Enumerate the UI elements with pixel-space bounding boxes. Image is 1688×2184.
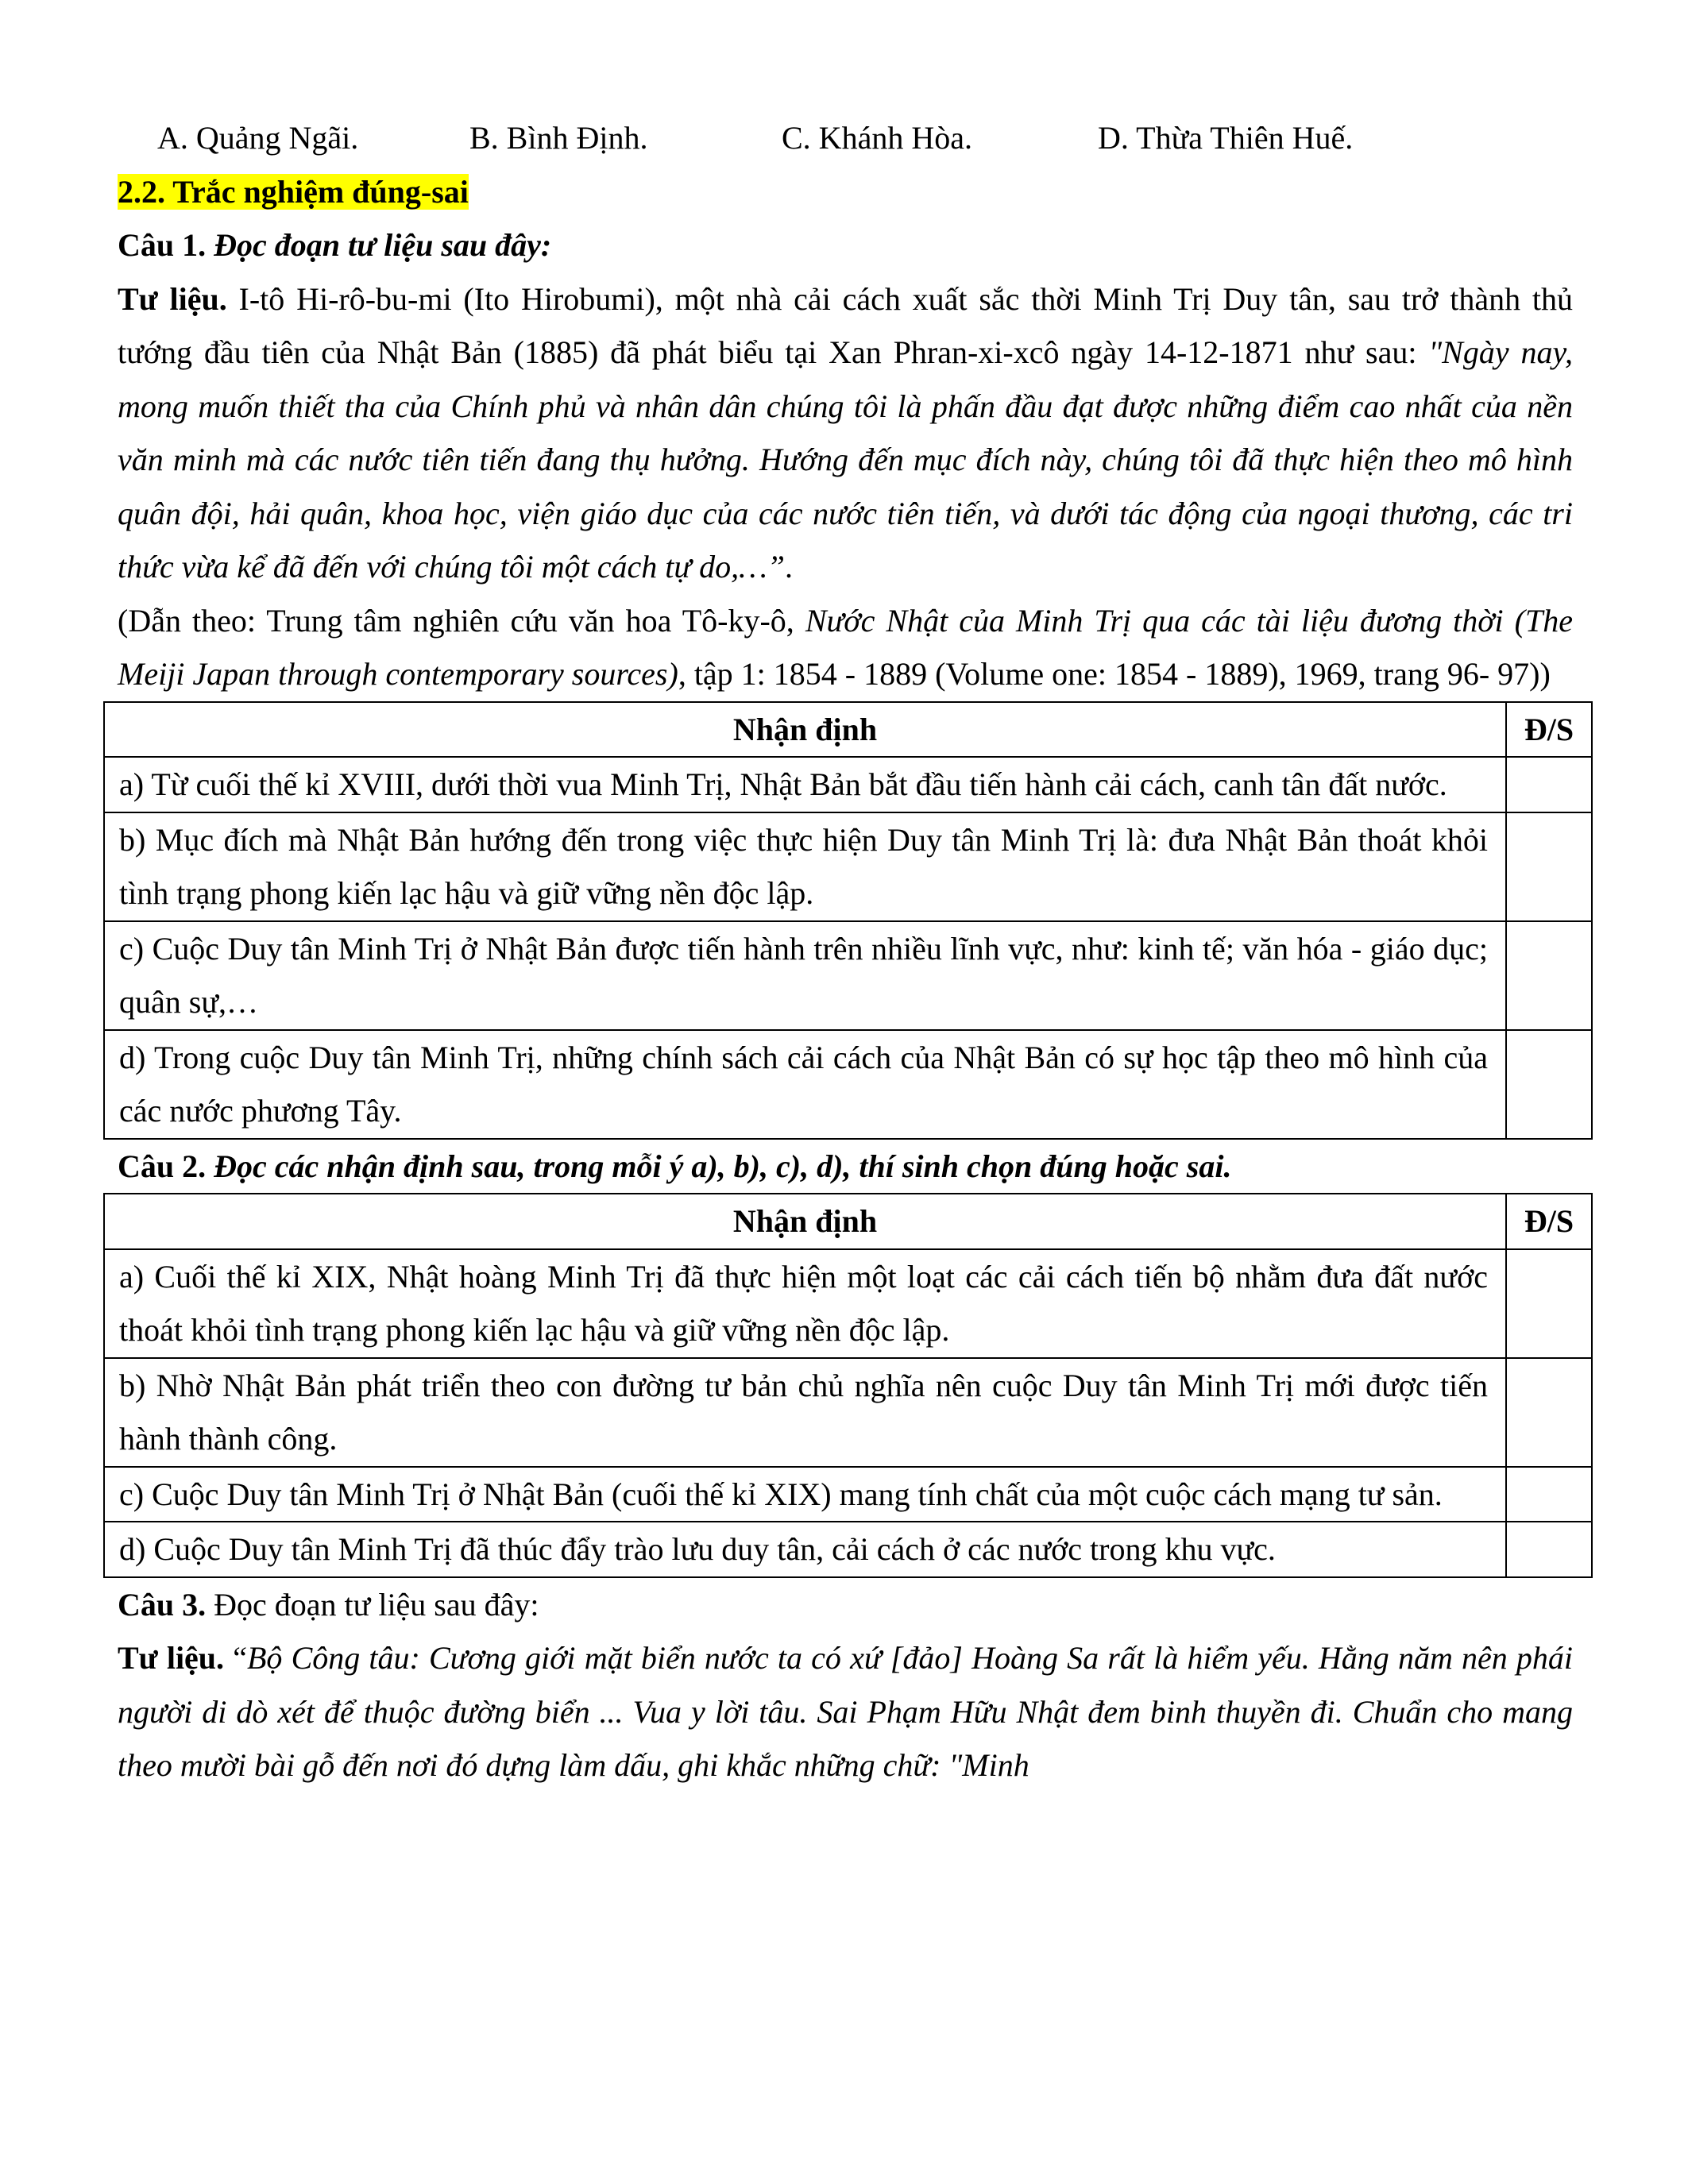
q1-source-label: Tư liệu. bbox=[118, 280, 227, 317]
q2-statement-c: c) Cuộc Duy tân Minh Trị ở Nhật Bản (cuối thế kỉ XIX) mang tính chất của một cuộc cách mạng tư sản. bbox=[104, 1467, 1506, 1522]
answer-options bbox=[157, 111, 1573, 165]
table-row bbox=[104, 812, 1592, 921]
table-row bbox=[104, 921, 1592, 1030]
q1-heading bbox=[118, 218, 1573, 272]
section-heading bbox=[118, 165, 1573, 219]
q1-statement-b: b) Mục đích mà Nhật Bản hướng đến trong việc thực hiện Duy tân Minh Trị là: đưa Nhật Bản thoát khỏi tình trạng phong kiến lạc hậu và giữ vững nền độc lập. bbox=[104, 812, 1506, 921]
q1-statement-d: d) Trong cuộc Duy tân Minh Trị, những chính sách cải cách của Nhật Bản có sự học tập theo mô hình của các nước phương Tây. bbox=[104, 1030, 1506, 1139]
table-row bbox=[104, 1522, 1592, 1577]
q2-header-ds: Đ/S bbox=[1506, 1194, 1592, 1249]
q2-answer-cell-b[interactable] bbox=[1506, 1358, 1592, 1467]
option-c: C. Khánh Hòa. bbox=[782, 120, 972, 156]
table-row bbox=[104, 1249, 1592, 1358]
q1-answer-cell-d[interactable] bbox=[1506, 1030, 1592, 1139]
q1-label: Câu 1. bbox=[118, 227, 207, 263]
q2-heading bbox=[118, 1140, 1573, 1194]
q1-table bbox=[103, 701, 1593, 1140]
q2-label: Câu 2. bbox=[118, 1148, 207, 1184]
q2-answer-cell-c[interactable] bbox=[1506, 1467, 1592, 1522]
table-row bbox=[104, 1358, 1592, 1467]
q1-source-end: . bbox=[784, 549, 793, 585]
q3-source-quote: Bộ Công tâu: Cương giới mặt biển nước ta có xứ [đảo] Hoàng Sa rất là hiểm yếu. Hằng năm nên phái người di dò xét để thuộc đường biển ... Vua y lời tâu. Sai Phạm Hữu Nhật đem binh thuyền đi. Chuẩn cho mang theo mười bài gỗ đến nơi đó dựng làm dấu, ghi khắc những chữ: "Minh bbox=[118, 1640, 1573, 1783]
option-a: A. Quảng Ngãi. bbox=[157, 120, 359, 156]
option-b: B. Bình Định. bbox=[469, 120, 648, 156]
document-content bbox=[118, 111, 1573, 1792]
q1-source-quote: "Ngày nay, mong muốn thiết tha của Chính phủ và nhân dân chúng tôi là phấn đầu đạt được những điểm cao nhất của nền văn minh mà các nước tiên tiến đang thụ hưởng. Hướng đến mục đích này, chúng tôi đã thực hiện theo mô hình quân đội, hải quân, khoa học, viện giáo dục của các nước tiên tiến, và dưới tác động của ngoại thương, các tri thức vừa kể đã đến với chúng tôi một cách tự do,…” bbox=[118, 334, 1573, 585]
q3-source-open-quote: “ bbox=[233, 1640, 247, 1676]
q3-instruction: Đọc đoạn tư liệu sau đây: bbox=[214, 1586, 539, 1623]
q1-statement-c: c) Cuộc Duy tân Minh Trị ở Nhật Bản được tiến hành trên nhiều lĩnh vực, như: kinh tế; văn hóa - giáo dục; quân sự,… bbox=[104, 921, 1506, 1030]
q1-answer-cell-b[interactable] bbox=[1506, 812, 1592, 921]
q2-statement-b: b) Nhờ Nhật Bản phát triển theo con đường tư bản chủ nghĩa nên cuộc Duy tân Minh Trị mới được tiến hành thành công. bbox=[104, 1358, 1506, 1467]
q2-statement-a: a) Cuối thế kỉ XIX, Nhật hoàng Minh Trị đã thực hiện một loạt các cải cách tiến bộ nhằm đưa đất nước thoát khỏi tình trạng phong kiến lạc hậu và giữ vững nền độc lập. bbox=[104, 1249, 1506, 1358]
q3-source-label: Tư liệu. bbox=[118, 1640, 225, 1676]
section-title: 2.2. Trắc nghiệm đúng-sai bbox=[118, 173, 469, 210]
q2-table bbox=[103, 1193, 1593, 1578]
q1-source-intro: I-tô Hi-rô-bu-mi (Ito Hirobumi), một nhà cải cách xuất sắc thời Minh Trị Duy tân, sau trở thành thủ tướng đầu tiên của Nhật Bản (1885) đã phát biểu tại Xan Phran-xi-xcô ngày 14-12-1871 như sau: bbox=[118, 280, 1574, 370]
q1-citation-title: Nước Nhật của Minh Trị qua các tài liệu đương thời (The Meiji Japan through contemporary sources) bbox=[118, 602, 1573, 692]
q3-label: Câu 3. bbox=[118, 1586, 207, 1623]
q1-source bbox=[118, 272, 1573, 594]
table-row bbox=[104, 1467, 1592, 1522]
q1-instruction: Đọc đoạn tư liệu sau đây: bbox=[214, 227, 552, 263]
table-row bbox=[104, 757, 1592, 812]
q3-heading bbox=[118, 1578, 1573, 1632]
q1-table-header bbox=[104, 702, 1592, 758]
q1-answer-cell-a[interactable] bbox=[1506, 757, 1592, 812]
q2-table-header bbox=[104, 1194, 1592, 1249]
table-row bbox=[104, 1030, 1592, 1139]
q1-citation bbox=[118, 594, 1573, 701]
q2-statement-d: d) Cuộc Duy tân Minh Trị đã thúc đẩy trào lưu duy tân, cải cách ở các nước trong khu vực. bbox=[104, 1522, 1506, 1577]
q1-citation-post: , tập 1: 1854 - 1889 (Volume one: 1854 - 1889), 1969, trang 96- 97)) bbox=[678, 656, 1551, 692]
q1-answer-cell-c[interactable] bbox=[1506, 921, 1592, 1030]
q3-source bbox=[118, 1631, 1573, 1792]
q2-header-statement: Nhận định bbox=[104, 1194, 1506, 1249]
q2-answer-cell-a[interactable] bbox=[1506, 1249, 1592, 1358]
option-d: D. Thừa Thiên Huế. bbox=[1098, 120, 1354, 156]
q1-citation-pre: (Dẫn theo: Trung tâm nghiên cứu văn hoa Tô-ky-ô, bbox=[118, 602, 805, 639]
q2-answer-cell-d[interactable] bbox=[1506, 1522, 1592, 1577]
q2-instruction: Đọc các nhận định sau, trong mỗi ý a), b), c), d), thí sinh chọn đúng hoặc sai. bbox=[214, 1148, 1232, 1184]
q1-header-ds: Đ/S bbox=[1506, 702, 1592, 758]
q1-header-statement: Nhận định bbox=[104, 702, 1506, 758]
q1-statement-a: a) Từ cuối thế kỉ XVIII, dưới thời vua Minh Trị, Nhật Bản bắt đầu tiến hành cải cách, canh tân đất nước. bbox=[104, 757, 1506, 812]
